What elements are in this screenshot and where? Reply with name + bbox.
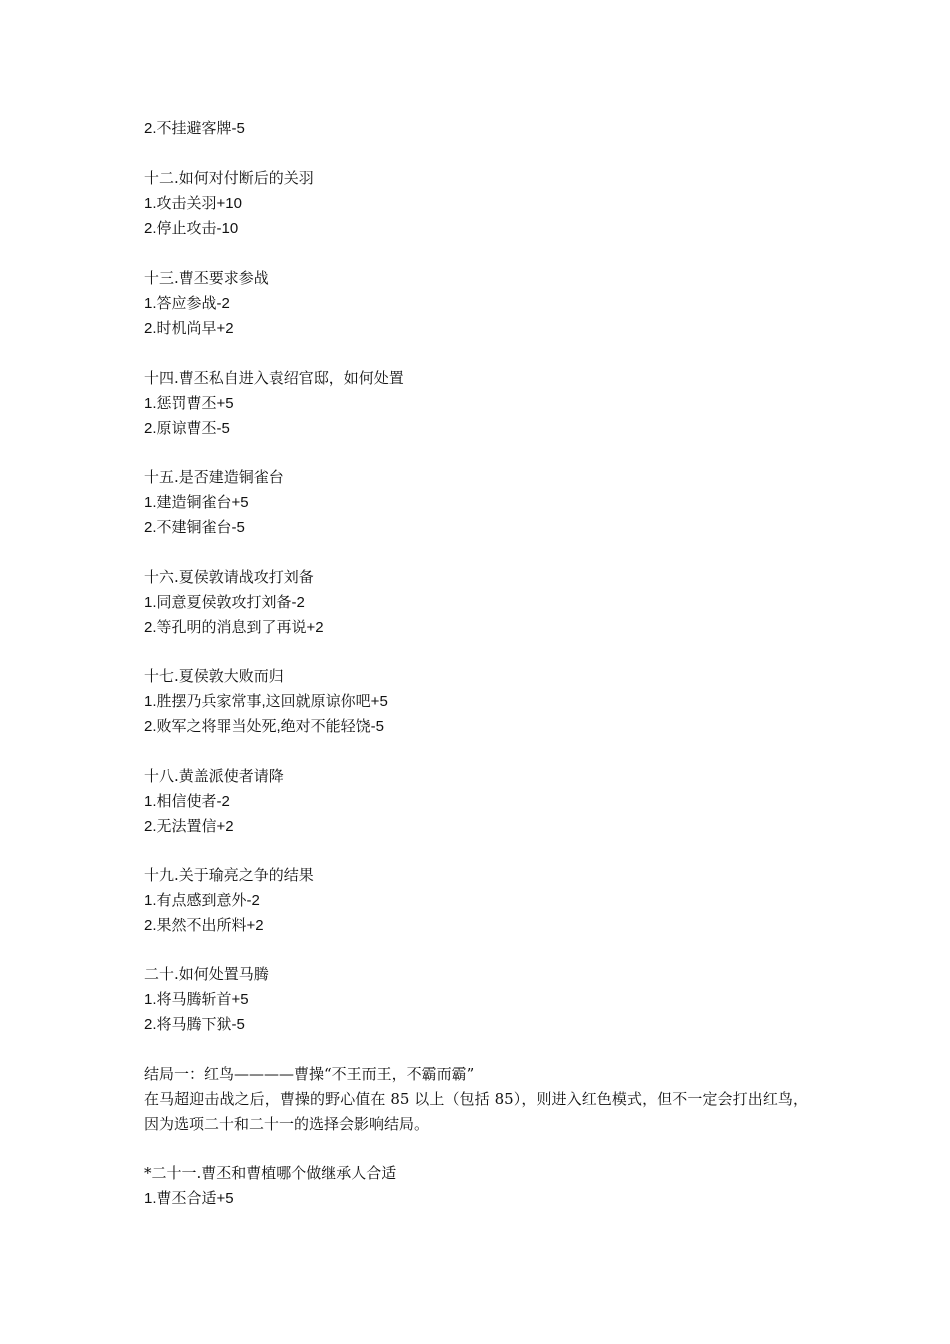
option-line: 1.答应参战-2 — [144, 295, 230, 312]
option-line: 1.相信使者-2 — [144, 793, 230, 810]
option-line: 1.有点感到意外-2 — [144, 892, 260, 909]
option-line: 2.时机尚早+2 — [144, 320, 234, 337]
question-heading: 十三.曹丕要求参战 — [144, 269, 269, 287]
option-line: 2.将马腾下狱-5 — [144, 1016, 245, 1033]
option-line: 2.原谅曹丕-5 — [144, 420, 230, 437]
option-line: 1.同意夏侯敦攻打刘备-2 — [144, 594, 305, 611]
option-line: 1.将马腾斩首+5 — [144, 991, 249, 1008]
option-line: 1.惩罚曹丕+5 — [144, 395, 234, 412]
option-line: 2.不建铜雀台-5 — [144, 519, 245, 536]
option-line: 2.停止攻击-10 — [144, 220, 239, 237]
option-line: 2.果然不出所料+2 — [144, 917, 264, 934]
option-line: 1.曹丕合适+5 — [144, 1190, 234, 1207]
option-line: 2.等孔明的消息到了再说+2 — [144, 619, 324, 636]
option-line: 2.无法置信+2 — [144, 818, 234, 835]
question-heading: 十六.夏侯敦请战攻打刘备 — [144, 568, 314, 586]
question-heading: 十二.如何对付断后的关羽 — [144, 169, 314, 187]
question-heading: 十七.夏侯敦大败而归 — [144, 667, 284, 685]
option-line: 1.胜摆乃兵家常事,这回就原谅你吧+5 — [144, 693, 388, 710]
question-heading: 二十.如何处置马腾 — [144, 965, 269, 983]
option-line: 2.败军之将罪当处死,绝对不能轻饶-5 — [144, 718, 385, 735]
question-heading: 十八.黄盖派使者请降 — [144, 767, 284, 785]
ending-description: 在马超迎击战之后，曹操的野心值在 85 以上（包括 85），则进入红色模式，但不一定会打出红鸟，因为选项二十和二十一的选择会影响结局。 — [144, 1090, 808, 1133]
ending-heading: 结局一：红鸟————曹操“不王而王，不霸而霸” — [144, 1065, 475, 1083]
question-heading: 十九.关于瑜亮之争的结果 — [144, 866, 314, 884]
option-line: 1.建造铜雀台+5 — [144, 494, 249, 511]
question-heading: 十五.是否建造铜雀台 — [144, 468, 284, 486]
option-line: 1.攻击关羽+10 — [144, 195, 242, 212]
question-heading: *二十一.曹丕和曹植哪个做继承人合适 — [144, 1164, 397, 1182]
option-line: 2.不挂避客牌-5 — [144, 120, 245, 137]
question-heading: 十四.曹丕私自进入袁绍官邸，如何处置 — [144, 369, 404, 387]
